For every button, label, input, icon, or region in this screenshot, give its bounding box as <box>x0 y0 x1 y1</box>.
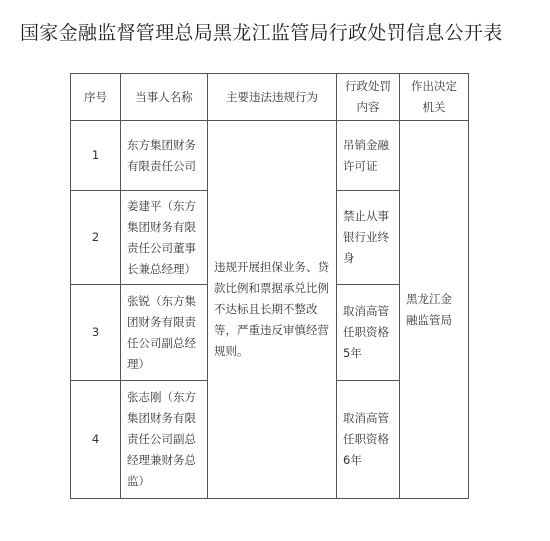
table-row <box>71 121 469 191</box>
row-seq: 1 <box>71 121 121 191</box>
row-party <box>121 121 208 191</box>
row-penalty <box>337 121 400 191</box>
violation-cell <box>208 121 337 499</box>
penalty-text: 吊销金融许可证 <box>343 137 389 173</box>
party-name: 东方集团财务有限责任公司 <box>127 137 196 173</box>
row-party <box>121 285 208 381</box>
header-authority-text: 作出决定机关 <box>411 79 457 114</box>
row-penalty <box>337 191 400 285</box>
penalty-text: 取消高管任职资格6年 <box>343 411 389 467</box>
authority-text: 黑龙江金融监管局 <box>406 291 452 327</box>
penalty-table <box>70 73 469 499</box>
row-penalty <box>337 285 400 381</box>
row-seq: 4 <box>71 381 121 499</box>
row-party <box>121 381 208 499</box>
header-penalty <box>337 74 400 121</box>
authority-cell <box>400 121 469 499</box>
violation-text: 违规开展担保业务、贷款比例和票据承兑比例不达标且长期不整改等，严重违反审慎经营规则。 <box>214 260 329 358</box>
header-party: 当事人名称 <box>121 74 208 121</box>
header-seq: 序号 <box>71 74 121 121</box>
header-authority <box>400 74 469 121</box>
row-party <box>121 191 208 285</box>
penalty-text: 取消高管任职资格5年 <box>343 304 389 360</box>
penalty-text: 禁止从事银行业终身 <box>343 209 389 265</box>
page-title: 国家金融监督管理总局黑龙江监管局行政处罚信息公开表 <box>20 22 503 44</box>
row-seq: 2 <box>71 191 121 285</box>
party-name: 张锐（东方集团财务有限责任公司副总经理） <box>127 293 196 371</box>
table-header-row <box>71 74 469 121</box>
party-name: 姜建平（东方集团财务有限责任公司董事长兼总经理） <box>127 198 196 276</box>
row-seq: 3 <box>71 285 121 381</box>
party-name: 张志刚（东方集团财务有限责任公司副总经理兼财务总监） <box>127 390 196 488</box>
row-penalty <box>337 381 400 499</box>
header-penalty-text: 行政处罚内容 <box>345 79 391 114</box>
header-violation: 主要违法违规行为 <box>208 74 337 121</box>
